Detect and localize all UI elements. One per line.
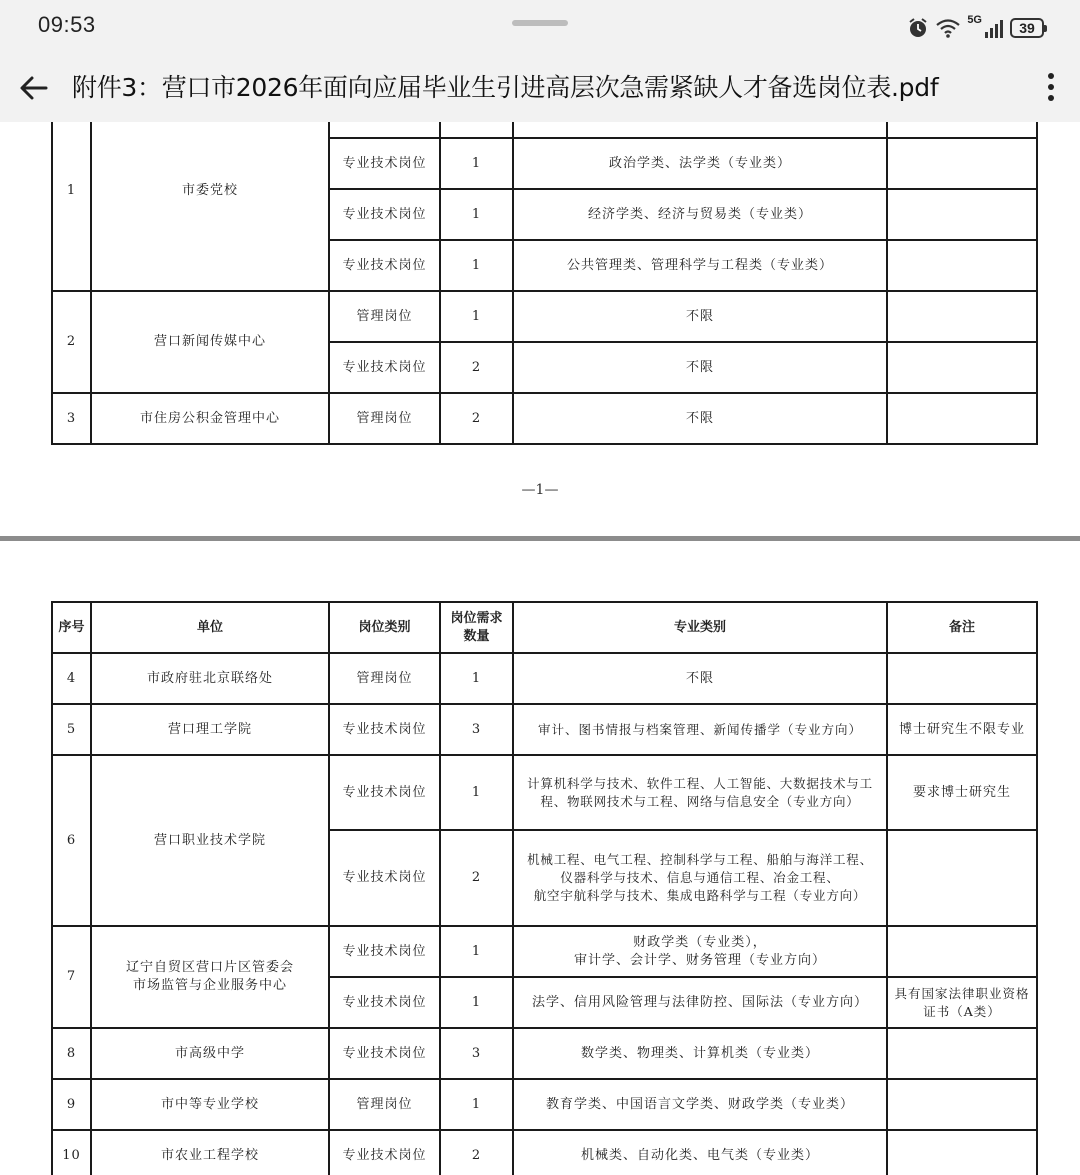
major-category: 计算机科学与技术、软件工程、人工智能、大数据技术与工 程、物联网技术与工程、网络与信息安全（专业方向） (513, 755, 887, 830)
major-category: 不限 (513, 291, 887, 342)
position-type: 专业技术岗位 (329, 189, 440, 240)
position-type: 专业技术岗位 (329, 1028, 440, 1079)
unit-name: 营口新闻传媒中心 (91, 291, 329, 393)
position-type: 专业技术岗位 (329, 755, 440, 830)
more-options-icon[interactable] (1044, 70, 1058, 106)
signal-icon (984, 17, 1004, 39)
major-category: 公共管理类、管理科学与工程类（专业类） (513, 240, 887, 291)
position-count: 1 (440, 926, 513, 977)
position-type: 管理岗位 (329, 291, 440, 342)
position-count: 1 (440, 291, 513, 342)
note: 要求博士研究生 (887, 755, 1037, 830)
network-label: 5G (967, 14, 982, 26)
unit-name: 市委党校 (91, 122, 329, 291)
note (887, 830, 1037, 926)
major-category: 机械类、自动化类、电气类（专业类） (513, 1130, 887, 1175)
table-row (52, 1079, 1037, 1130)
position-type: 专业技术岗位 (329, 977, 440, 1028)
document-title: 附件3：营口市2026年面向应届毕业生引进高层次急需紧缺人才备选岗位表.pdf (72, 73, 939, 102)
row-number: 2 (52, 291, 91, 393)
unit-name: 辽宁自贸区营口片区管委会 市场监管与企业服务中心 (91, 926, 329, 1028)
table-row (52, 393, 1037, 444)
row-number: 6 (52, 755, 91, 926)
position-type: 管理岗位 (329, 653, 440, 704)
note (887, 1130, 1037, 1175)
row-number: 4 (52, 653, 91, 704)
position-type: 专业技术岗位 (329, 1130, 440, 1175)
unit-name: 营口职业技术学院 (91, 755, 329, 926)
position-count: 1 (440, 240, 513, 291)
battery-icon (1010, 18, 1044, 38)
header-count: 岗位需求 数量 (440, 602, 513, 653)
note (887, 1079, 1037, 1130)
battery-level: 39 (1019, 20, 1035, 36)
note (887, 342, 1037, 393)
position-type: 专业技术岗位 (329, 926, 440, 977)
note (887, 138, 1037, 189)
drag-handle[interactable] (512, 20, 568, 26)
note (887, 291, 1037, 342)
header-note: 备注 (887, 602, 1037, 653)
position-count: 3 (440, 1028, 513, 1079)
major-category: 机械工程、电气工程、控制科学与工程、船舶与海洋工程、 仪器科学与技术、信息与通信工程、冶金工程、 航空宇航科学与技术、集成电路科学与工程（专业方向） (513, 830, 887, 926)
alarm-icon (907, 17, 929, 39)
major-category: 经济学类、经济与贸易类（专业类） (513, 189, 887, 240)
positions-table-page2 (51, 601, 1038, 1175)
page-number: —1— (521, 482, 559, 498)
wifi-icon (935, 17, 961, 39)
major-category: 法学、信用风险管理与法律防控、国际法（专业方向） (513, 977, 887, 1028)
note: 博士研究生不限专业 (887, 704, 1037, 755)
major-category: 财政学类（专业类）， 审计学、会计学、财务管理（专业方向） (513, 926, 887, 977)
unit-name: 市农业工程学校 (91, 1130, 329, 1175)
note (887, 1028, 1037, 1079)
back-arrow-icon[interactable] (16, 70, 52, 106)
major-category: 审计、图书情报与档案管理、新闻传播学（专业方向） (513, 704, 887, 755)
table-row (52, 926, 1037, 977)
position-count: 2 (440, 342, 513, 393)
note: 具有国家法律职业资格 证书（A类） (887, 977, 1037, 1028)
header-no: 序号 (52, 602, 91, 653)
table-row (52, 653, 1037, 704)
unit-name: 市中等专业学校 (91, 1079, 329, 1130)
unit-name: 市政府驻北京联络处 (91, 653, 329, 704)
unit-name: 营口理工学院 (91, 704, 329, 755)
major-category: 政治学类、法学类（专业类） (513, 138, 887, 189)
row-number: 5 (52, 704, 91, 755)
row-number: 7 (52, 926, 91, 1028)
position-count: 2 (440, 830, 513, 926)
status-bar (0, 0, 1080, 56)
table-row (52, 1130, 1037, 1175)
position-count: 1 (440, 1079, 513, 1130)
note (887, 240, 1037, 291)
major-category: 不限 (513, 393, 887, 444)
header-major: 专业类别 (513, 602, 887, 653)
note (887, 926, 1037, 977)
major-category: 不限 (513, 653, 887, 704)
note (887, 393, 1037, 444)
pdf-page-1[interactable] (0, 122, 1080, 536)
position-count: 1 (440, 189, 513, 240)
table-row (52, 755, 1037, 830)
major-category: 数学类、物理类、计算机类（专业类） (513, 1028, 887, 1079)
header-unit: 单位 (91, 602, 329, 653)
position-type: 专业技术岗位 (329, 342, 440, 393)
note (887, 189, 1037, 240)
position-type: 专业技术岗位 (329, 240, 440, 291)
position-count: 2 (440, 1130, 513, 1175)
major-category: 不限 (513, 342, 887, 393)
row-number: 8 (52, 1028, 91, 1079)
row-number: 3 (52, 393, 91, 444)
position-type: 管理岗位 (329, 393, 440, 444)
table-row (52, 122, 1037, 138)
unit-name: 市高级中学 (91, 1028, 329, 1079)
unit-name: 市住房公积金管理中心 (91, 393, 329, 444)
row-number: 1 (52, 122, 91, 291)
position-count: 1 (440, 755, 513, 830)
position-type: 专业技术岗位 (329, 704, 440, 755)
table-header-row (52, 602, 1037, 653)
row-number: 10 (52, 1130, 91, 1175)
position-count: 2 (440, 393, 513, 444)
table-row (52, 1028, 1037, 1079)
position-count: 3 (440, 704, 513, 755)
position-count: 1 (440, 138, 513, 189)
major-category: 教育学类、中国语言文学类、财政学类（专业类） (513, 1079, 887, 1130)
pdf-page-2[interactable] (0, 541, 1080, 1175)
table-row (52, 704, 1037, 755)
viewer-toolbar (0, 56, 1080, 122)
note (887, 653, 1037, 704)
row-number: 9 (52, 1079, 91, 1130)
table-row (52, 291, 1037, 342)
position-count: 1 (440, 977, 513, 1028)
status-icons (907, 14, 1044, 42)
header-type: 岗位类别 (329, 602, 440, 653)
positions-table-page1 (51, 122, 1038, 445)
position-type: 管理岗位 (329, 1079, 440, 1130)
position-type: 专业技术岗位 (329, 138, 440, 189)
position-type: 专业技术岗位 (329, 830, 440, 926)
status-time: 09:53 (38, 12, 96, 37)
position-count: 1 (440, 653, 513, 704)
